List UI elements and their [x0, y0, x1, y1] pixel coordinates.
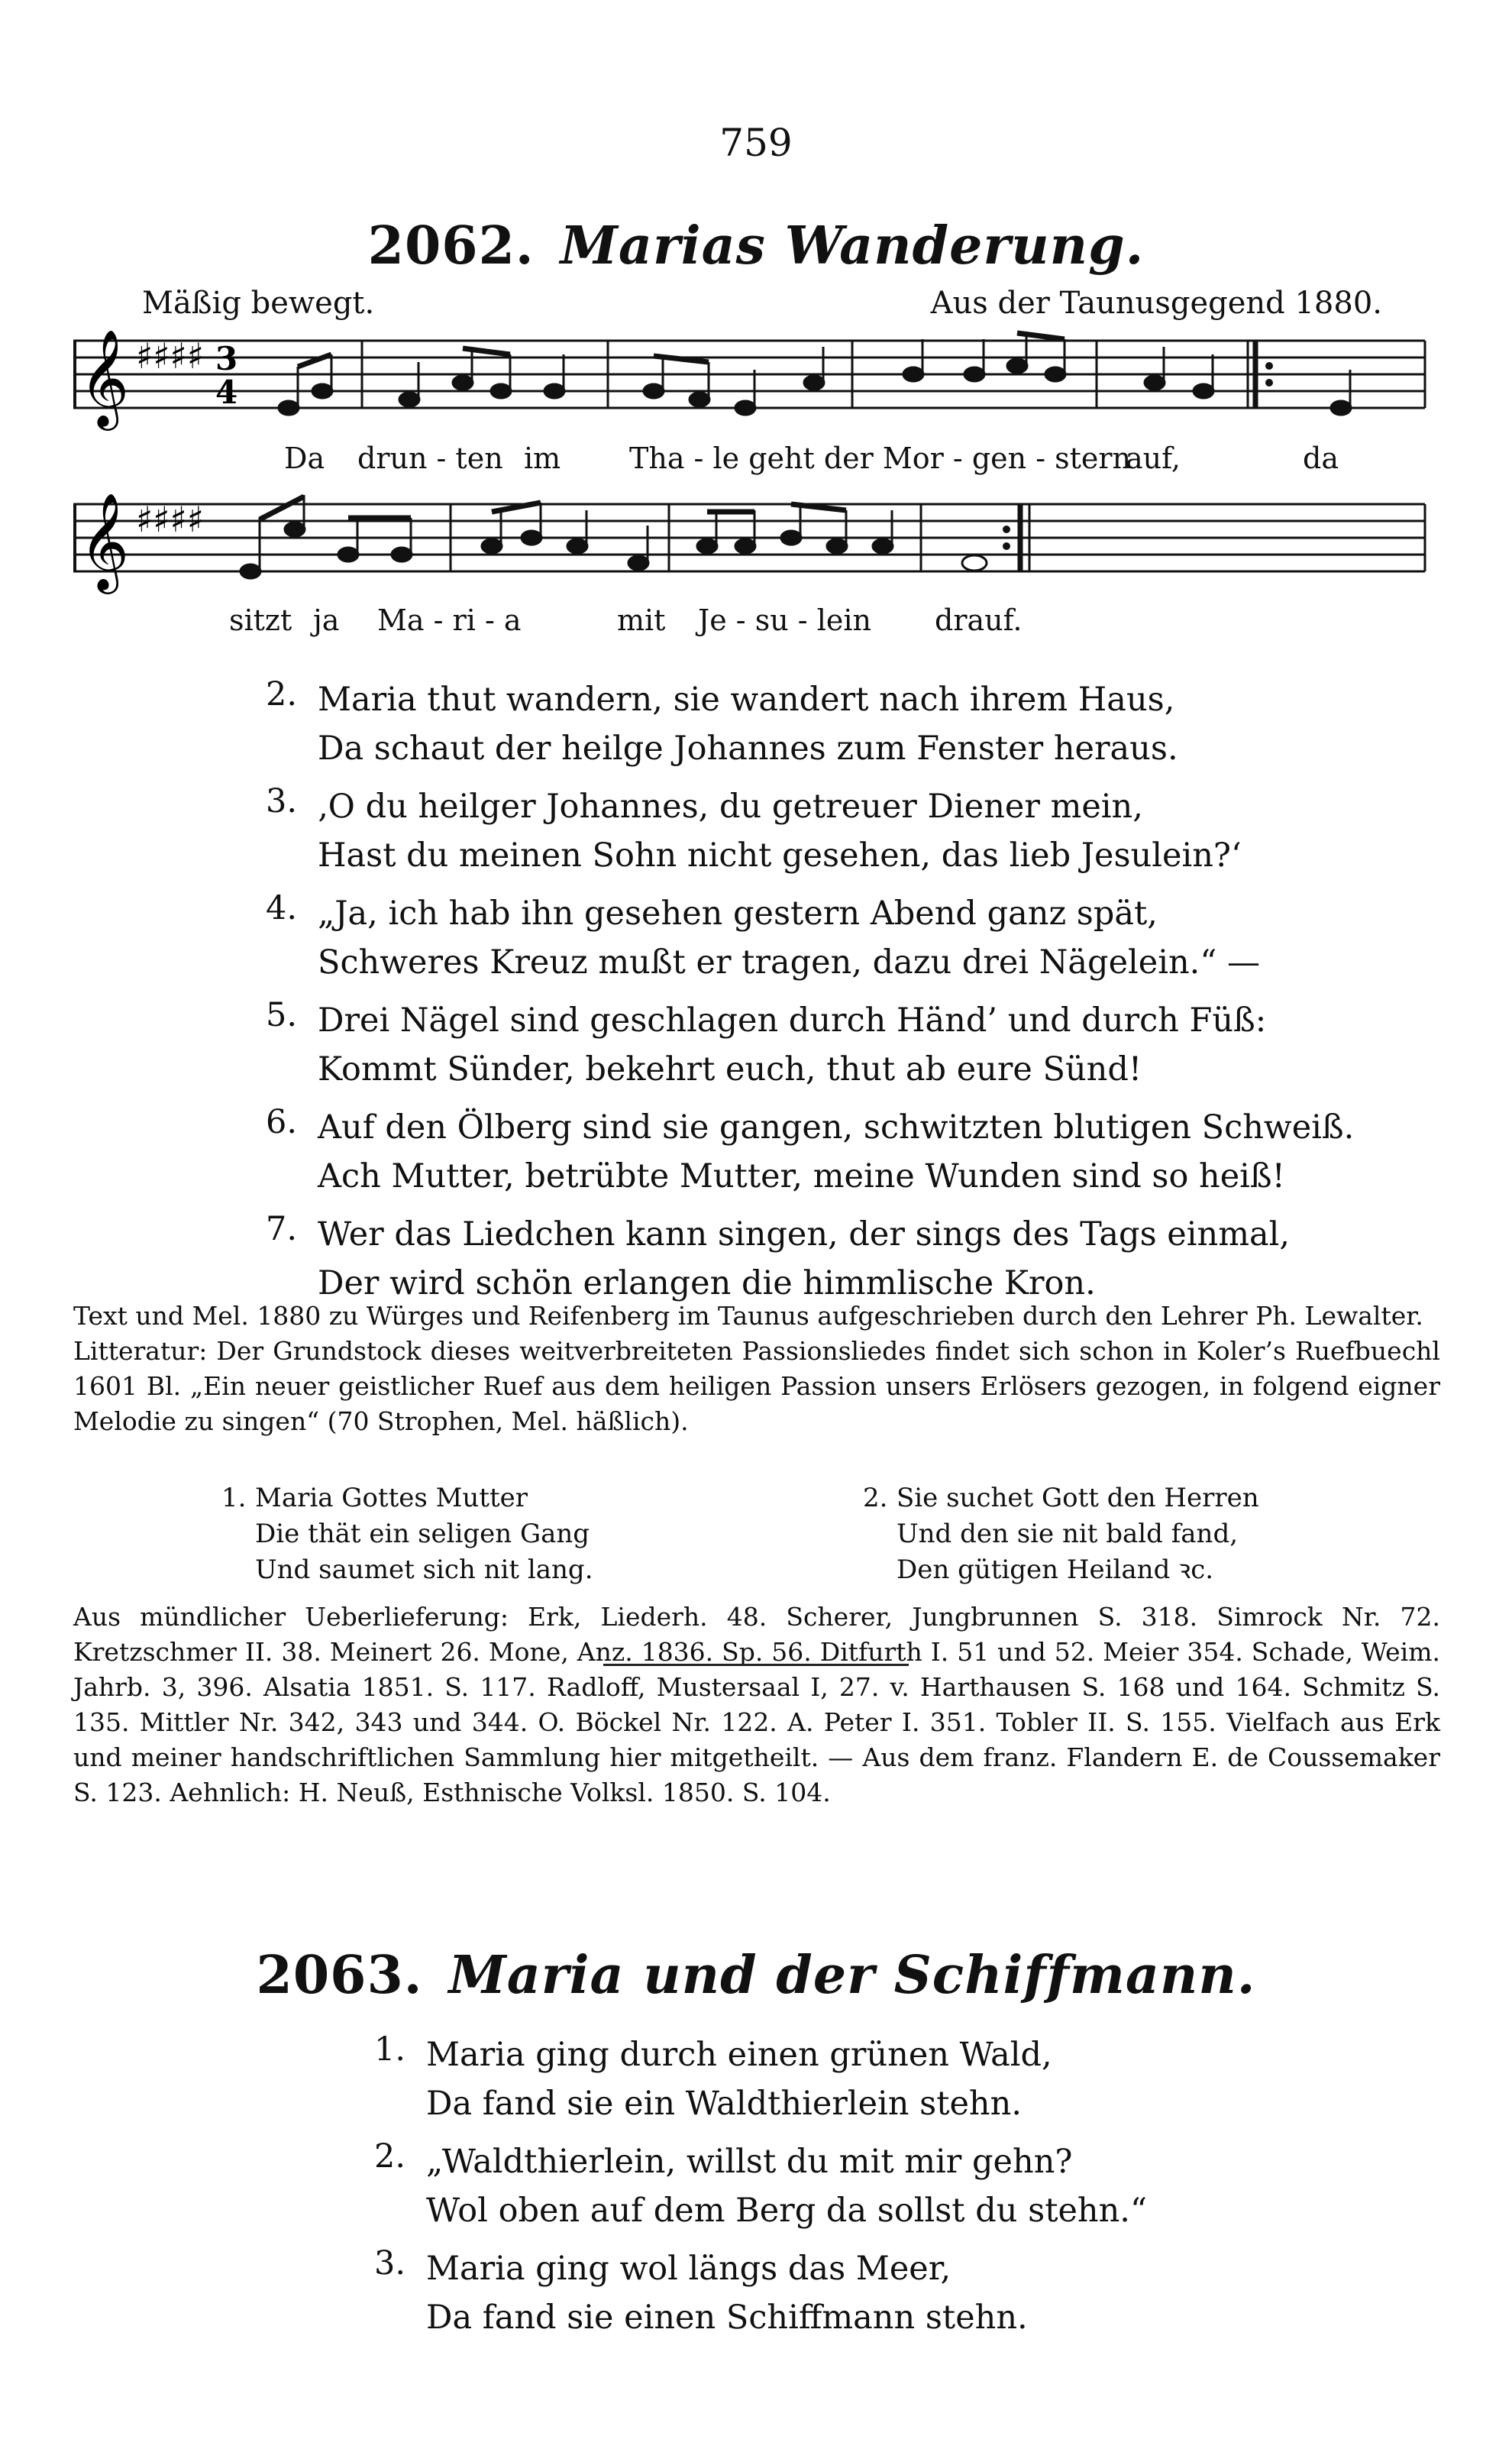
verse-line: Schweres Kreuz mußt er tragen, dazu drei Nägelein.“ —: [318, 943, 1260, 982]
lyric-word: drun - ten: [357, 442, 503, 475]
quote-line: Den gütigen Heiland ꝛc.: [897, 1554, 1214, 1585]
tempo-marking: Mäßig bewegt.: [142, 286, 375, 321]
verse-number: 2.: [374, 2137, 406, 2176]
verse-line: Drei Nägel sind geschlagen durch Händ’ und durch Füß:: [318, 1001, 1267, 1040]
lyric-word: Da: [284, 442, 325, 475]
verse: [266, 889, 1335, 987]
svg-text:𝄞: 𝄞: [79, 492, 130, 590]
verse: [266, 782, 1335, 880]
verse-number: 6.: [266, 1103, 298, 1141]
verse-line: Maria thut wandern, sie wandert nach ihrem Haus,: [318, 681, 1175, 719]
svg-text:3: 3: [215, 340, 238, 377]
quote-line: Maria Gottes Mutter: [255, 1483, 528, 1513]
quote-line: Sie suchet Gott den Herren: [897, 1483, 1259, 1513]
section-divider: [603, 1664, 909, 1666]
verse-number: 3.: [374, 2244, 406, 2282]
quoted-stanza-2: [863, 1480, 1259, 1588]
lyric-word: im: [524, 442, 561, 475]
verses-2062: [266, 675, 1355, 1317]
note-oral-tradition: Aus mündlicher Ueberlieferung: Erk, Liederh. 48. Scherer, Jungbrunnen S. 318. Simrock Nr. 72. Kretzschmer II. 38. Meinert 26. Mone, Anz. 1836. Sp. 56. Ditfurth I. 51 und 52. Meier 354. Schade, Weim. Jahrb. 3, 396. Alsatia 1851. S. 117. Radloff, Mustersaal I, 27. v. Harthausen S. 168 und 164. Schmitz S. 135. Mittler Nr. 342, 343 und 344. O. Böckel Nr. 122. A. Peter I. 351. Tobler II. S. 155. Vielfach aus Erk und meiner handschriftlichen Sammlung hier mitgetheilt. — Aus dem franz. Flandern E. de Coussemaker S. 123. Aehnlich: H. Neuß, Esthnische Volksl. 1850. S. 104.: [73, 1602, 1440, 1807]
lyric-word: auf,: [1126, 442, 1181, 475]
song-number: 2062.: [367, 215, 535, 277]
verse-number: 2.: [266, 675, 298, 713]
notes-source: [73, 1299, 1440, 1439]
verse-number: 1.: [374, 2030, 406, 2069]
song-heading-2062: [0, 215, 1512, 277]
song-origin: Aus der Taunusgegend 1880.: [930, 286, 1382, 321]
verse-line: Da fand sie einen Schiffmann stehn.: [426, 2299, 1028, 2337]
lyric-word: Je - su - lein: [698, 603, 871, 637]
svg-text:4: 4: [215, 374, 238, 411]
lyric-word: ja: [313, 603, 340, 637]
lyric-word: sitzt: [229, 603, 292, 637]
verse-line: Da fand sie ein Waldthierlein stehn.: [426, 2085, 1022, 2123]
verse-line: Kommt Sünder, bekehrt euch, thut ab eure Sünd!: [318, 1050, 1142, 1089]
lyric-word: da: [1303, 442, 1339, 475]
note-literature: Litteratur: Der Grundstock dieses weitverbreiteten Passionsliedes findet sich schon in Koler’s Ruefbuechl 1601 Bl. „Ein neuer geistlicher Ruef aus dem heiligen Passion unsers Erlösers gezogen, in folgend eigner Melodie zu singen“ (70 Strophen, Mel. häßlich).: [73, 1336, 1440, 1436]
notes-sources: [73, 1600, 1440, 1810]
verse-line: Hast du meinen Sohn nicht gesehen, das lieb Jesulein?‘: [318, 836, 1242, 875]
quote-line: Die thät ein seligen Gang: [255, 1519, 590, 1549]
verse: [266, 996, 1335, 1094]
verse-number: 3.: [266, 782, 298, 820]
verse-line: „Waldthierlein, willst du mit mir gehn?: [426, 2143, 1073, 2181]
verse: [266, 1210, 1335, 1308]
lyric-word: Ma - ri - a: [377, 603, 522, 637]
verse-line: Maria ging durch einen grünen Wald,: [426, 2036, 1052, 2074]
quote-number: 2.: [863, 1483, 888, 1513]
verse: [374, 2030, 1443, 2128]
song-number: 2063.: [256, 1945, 423, 2006]
verse-line: ‚O du heilger Johannes, du getreuer Diener mein,: [318, 788, 1143, 826]
verse-line: Da schaut der heilge Johannes zum Fenster heraus.: [318, 730, 1178, 768]
svg-text:𝄞: 𝄞: [79, 328, 130, 426]
song-title: Maria und der Schiffmann.: [448, 1945, 1256, 2006]
lyric-word: drauf.: [935, 603, 1023, 637]
quote-line: Und saumet sich nit lang.: [255, 1554, 593, 1585]
verse: [374, 2137, 1443, 2235]
song-title: Marias Wanderung.: [560, 215, 1145, 277]
verse-line: Wol oben auf dem Berg da sollst du stehn.“: [426, 2192, 1147, 2230]
verse-line: Wer das Liedchen kann singen, der sings des Tags einmal,: [318, 1215, 1291, 1254]
verse-number: 7.: [266, 1210, 298, 1248]
music-staff-1: [73, 324, 1433, 438]
page-number: 759: [719, 121, 793, 165]
lyric-word: mit: [617, 603, 666, 637]
verse-number: 4.: [266, 889, 298, 927]
verse-line: Ach Mutter, betrübte Mutter, meine Wunden sind so heiß!: [318, 1157, 1285, 1195]
svg-text:♯♯♯♯: ♯♯♯♯: [136, 335, 205, 377]
verse-line: „Ja, ich hab ihn gesehen gestern Abend ganz spät,: [318, 895, 1158, 933]
music-staff-2: [73, 487, 1433, 602]
song-heading-2063: [0, 1945, 1512, 2006]
verse: [266, 1103, 1355, 1201]
verse-line: Maria ging wol längs das Meer,: [426, 2250, 951, 2288]
quoted-stanza-1: [221, 1480, 593, 1588]
svg-text:♯♯♯♯: ♯♯♯♯: [136, 499, 205, 540]
quote-line: Und den sie nit bald fand,: [897, 1519, 1239, 1549]
verse: [374, 2244, 1443, 2342]
verse: [266, 675, 1335, 773]
verses-2063: [374, 2030, 1443, 2351]
verse-line: Der wird schön erlangen die himmlische Kron.: [318, 1264, 1096, 1302]
quote-number: 1.: [221, 1483, 247, 1513]
note-text-origin: Text und Mel. 1880 zu Würges und Reifenberg im Taunus aufgeschrieben durch den Lehrer Ph. Lewalter.: [73, 1301, 1423, 1331]
verse-number: 5.: [266, 996, 298, 1034]
lyric-word: Tha - le geht der Mor - gen - stern: [629, 442, 1132, 475]
verse-line: Auf den Ölberg sind sie gangen, schwitzten blutigen Schweiß.: [318, 1108, 1355, 1147]
